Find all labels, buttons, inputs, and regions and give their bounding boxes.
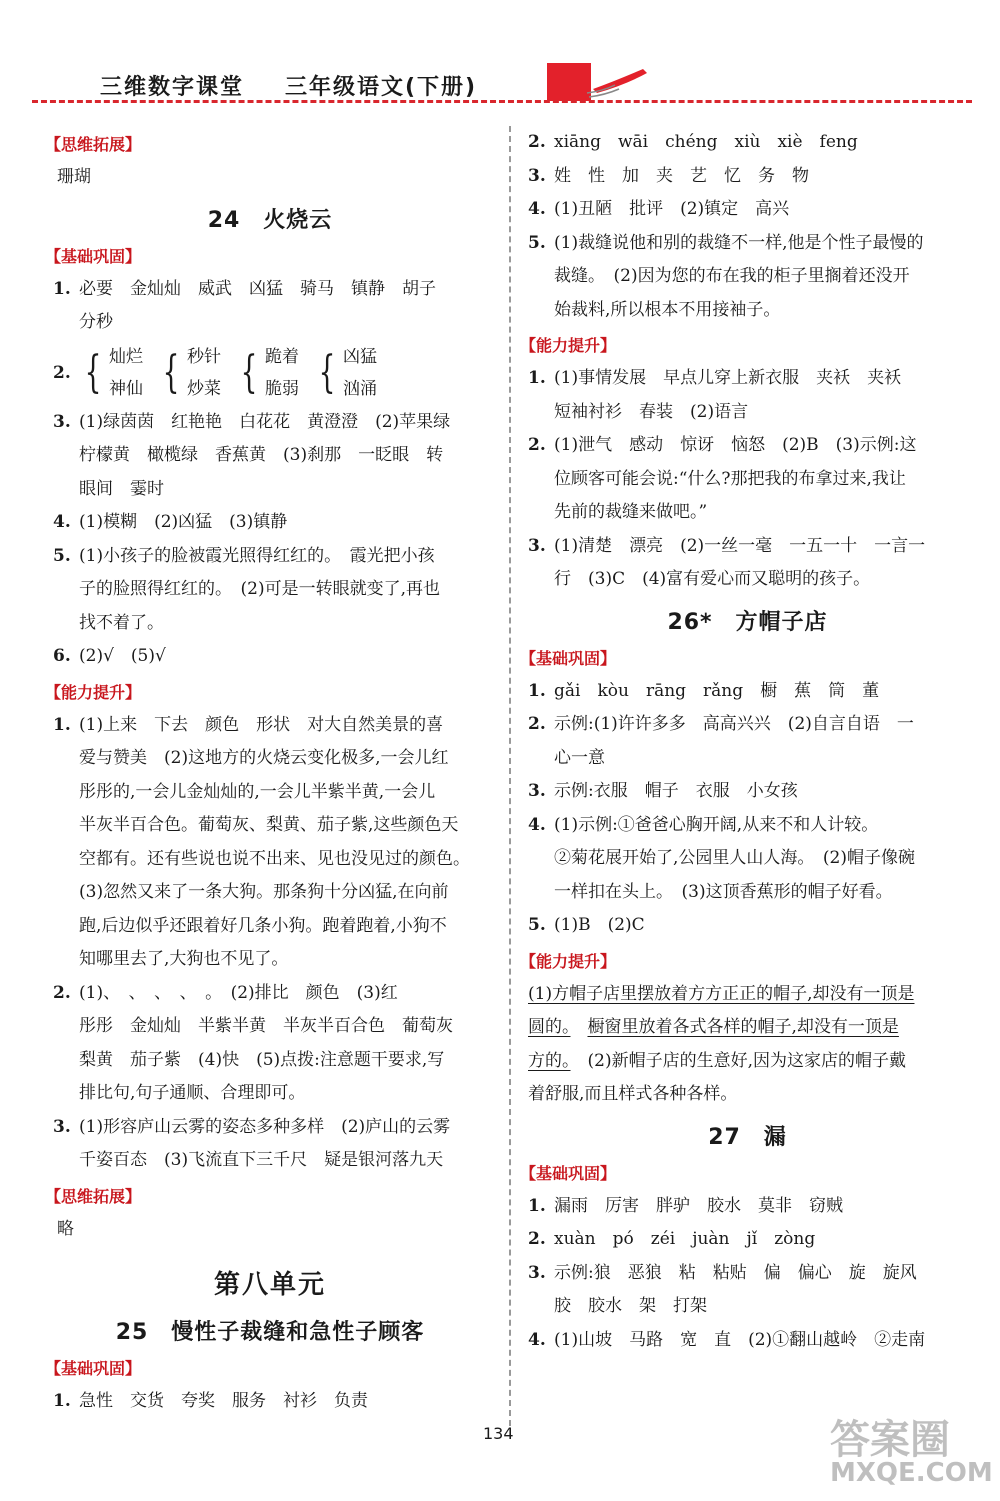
tag-siwei: 【思维拓展】 bbox=[45, 135, 142, 154]
page-header bbox=[0, 0, 1000, 108]
tag-jichu: 【基础巩固】 bbox=[45, 1359, 142, 1378]
answer-item: 4. (1)示例:①爸爸心胸开阔,从来不和人计较。 ②菊花展开始了,公园里人山人海。 (2)帽子像碗 一样扣在头上。 (3)这顶香蕉形的帽子好看。 bbox=[528, 814, 915, 902]
tag-jichu: 【基础巩固】 bbox=[520, 1163, 617, 1183]
answer-item: 5. (1)B (2)C bbox=[528, 915, 645, 935]
lesson-24-title: 24 火烧云 bbox=[207, 207, 333, 233]
series-title: 三维数字课堂 bbox=[100, 75, 245, 100]
header-divider bbox=[32, 100, 972, 103]
answer-item: 6. (2)√ (5)√ bbox=[53, 646, 166, 666]
answer-item: 3. (1)绿茵茵 红艳艳 白花花 黄澄澄 (2)苹果绿 柠檬黄 橄榄绿 香蕉黄 (3)刹那 一眨眼 转 眼间 霎时 bbox=[53, 411, 451, 499]
answer-item: 3. 姓 性 加 夹 艺 忆 务 物 bbox=[528, 165, 809, 186]
book-title: 三年级语文(下册) bbox=[285, 75, 478, 100]
tag-jichu: 【基础巩固】 bbox=[520, 648, 617, 668]
answer-item: 2. xuàn pó zéi juàn jǐ zòng bbox=[528, 1229, 816, 1249]
answer-item: 1. (1)上来 下去 颜色 形状 对大自然美景的喜 爱与赞美 (2)这地方的火烧云变化极多,一会儿红 彤彤的,一会儿金灿灿的,一会儿半紫半黄,一会儿 半灰半百合色。葡萄灰、梨黄、茄子紫,这些颜色天 空都有。还有些说也说不出来、见也没见过的颜色。 (3)忽然又来了一条大狗。那条狗十分凶猛,在向前 跑,后边似乎还跟着好几条小狗。跑着跑着,小狗不 知哪里去了,大狗也不见了。 bbox=[53, 714, 470, 969]
watermark-logo: 答案圈 MXQE.COM bbox=[830, 1417, 993, 1488]
tag-nengli: 【能力提升】 bbox=[520, 951, 617, 971]
answer-item: 4. (1)模糊 (2)凶猛 (3)镇静 bbox=[53, 512, 288, 532]
answer-item: 1. gǎi kòu rāng rǎng 橱 蕉 筒 董 bbox=[528, 680, 880, 701]
page-number: 134 bbox=[483, 1424, 514, 1443]
answer-item: 3. (1)形容庐山云雾的姿态多种多样 (2)庐山的云雾 千姿百态 (3)飞流直下三千尺 疑是银河落九天 bbox=[53, 1116, 451, 1170]
answer-item: 5. (1)小孩子的脸被霞光照得红红的。 霞光把小孩 子的脸照得红红的。 (2)可是一转眼就变了,再也 找不着了。 bbox=[53, 545, 440, 633]
answer-item: 3. 示例:衣服 帽子 衣服 小女孩 bbox=[528, 781, 798, 801]
answer-item: 5. (1)裁缝说他和别的裁缝不一样,他是个性子最慢的 裁缝。 (2)因为您的布在我的柜子里搁着还没开 始裁料,所以根本不用接袖子。 bbox=[528, 232, 924, 320]
lesson-25-title: 25 慢性子裁缝和急性子顾客 bbox=[115, 1320, 425, 1345]
lesson-26-title: 26* 方帽子店 bbox=[667, 609, 828, 635]
answer-paragraph: (1)方帽子店里摆放着方方正正的帽子,却没有一顶是 圆的。 橱窗里放着各式各样的帽子,却没有一顶是 方的。 (2)新帽子店的生意好,因为这家店的帽子戴 着舒服,而且样式各种各样。 bbox=[528, 983, 915, 1104]
column-divider bbox=[509, 126, 511, 1426]
rocket-icon bbox=[585, 63, 655, 99]
answer-item: 3. (1)清楚 漂亮 (2)一丝一毫 一五一十 一言一 行 (3)C (4)富有爱心而又聪明的孩子。 bbox=[528, 535, 926, 589]
tag-jichu: 【基础巩固】 bbox=[45, 246, 142, 266]
answer-item: 4. (1)丑陋 批评 (2)镇定 高兴 bbox=[528, 199, 790, 219]
answer-item: 4. (1)山坡 马路 宽 直 (2)①翻山越岭 ②走南 bbox=[528, 1329, 926, 1350]
answer-item: 3. 示例:狼 恶狼 粘 粘贴 偏 偏心 旋 旋风 胶 胶水 架 打架 bbox=[528, 1262, 917, 1316]
answer-item: 2. (1)泄气 感动 惊讶 恼怒 (2)B (3)示例:这 位顾客可能会说:“什么?那把我的布拿过来,我让 先前的裁缝来做吧。” bbox=[528, 435, 917, 522]
answer-item: 2. (1)、 、 、 、 。 (2)排比 颜色 (3)红 彤彤 金灿灿 半紫半黄 半灰半百合色 葡萄灰 梨黄 茄子紫 (4)快 (5)点拨:注意题干要求,写 排比句,句子通顺、合理即可。 bbox=[53, 982, 453, 1103]
tag-nengli: 【能力提升】 bbox=[45, 682, 142, 702]
tag-nengli: 【能力提升】 bbox=[520, 336, 617, 355]
right-column bbox=[520, 126, 975, 1357]
answer-item: 1. 必要 金灿灿 威武 凶猛 骑马 镇静 胡子 分秒 bbox=[53, 278, 436, 332]
tag-siwei: 【思维拓展】 bbox=[45, 1186, 142, 1206]
unit-8-title: 第八单元 bbox=[213, 1270, 326, 1300]
answer-item: 1. (1)事情发展 早点儿穿上新衣服 夹袄 夹袄 短袖衬衫 春装 (2)语言 bbox=[528, 368, 902, 422]
answer-item: 1. 急性 交货 夸奖 服务 衬衫 负责 bbox=[53, 1391, 368, 1411]
lesson-27-title: 27 漏 bbox=[708, 1124, 787, 1150]
siwei-answer-2: 略 bbox=[57, 1218, 74, 1239]
answer-item: 2. xiāng wāi chéng xiù xiè feng bbox=[528, 132, 858, 152]
left-column bbox=[45, 126, 495, 1419]
answer-item: 1. 漏雨 厉害 胖驴 胶水 莫非 窃贼 bbox=[528, 1195, 843, 1216]
siwei-answer: 珊瑚 bbox=[57, 167, 91, 187]
answer-item-brace-pairs: 2. { 灿烂 神仙 { 秒针 炒菜 { 跪着 脆弱 { 凶猛 汹涌 bbox=[53, 346, 377, 399]
answer-item: 2. 示例:(1)许许多多 高高兴兴 (2)自言自语 一 心一意 bbox=[528, 714, 914, 768]
